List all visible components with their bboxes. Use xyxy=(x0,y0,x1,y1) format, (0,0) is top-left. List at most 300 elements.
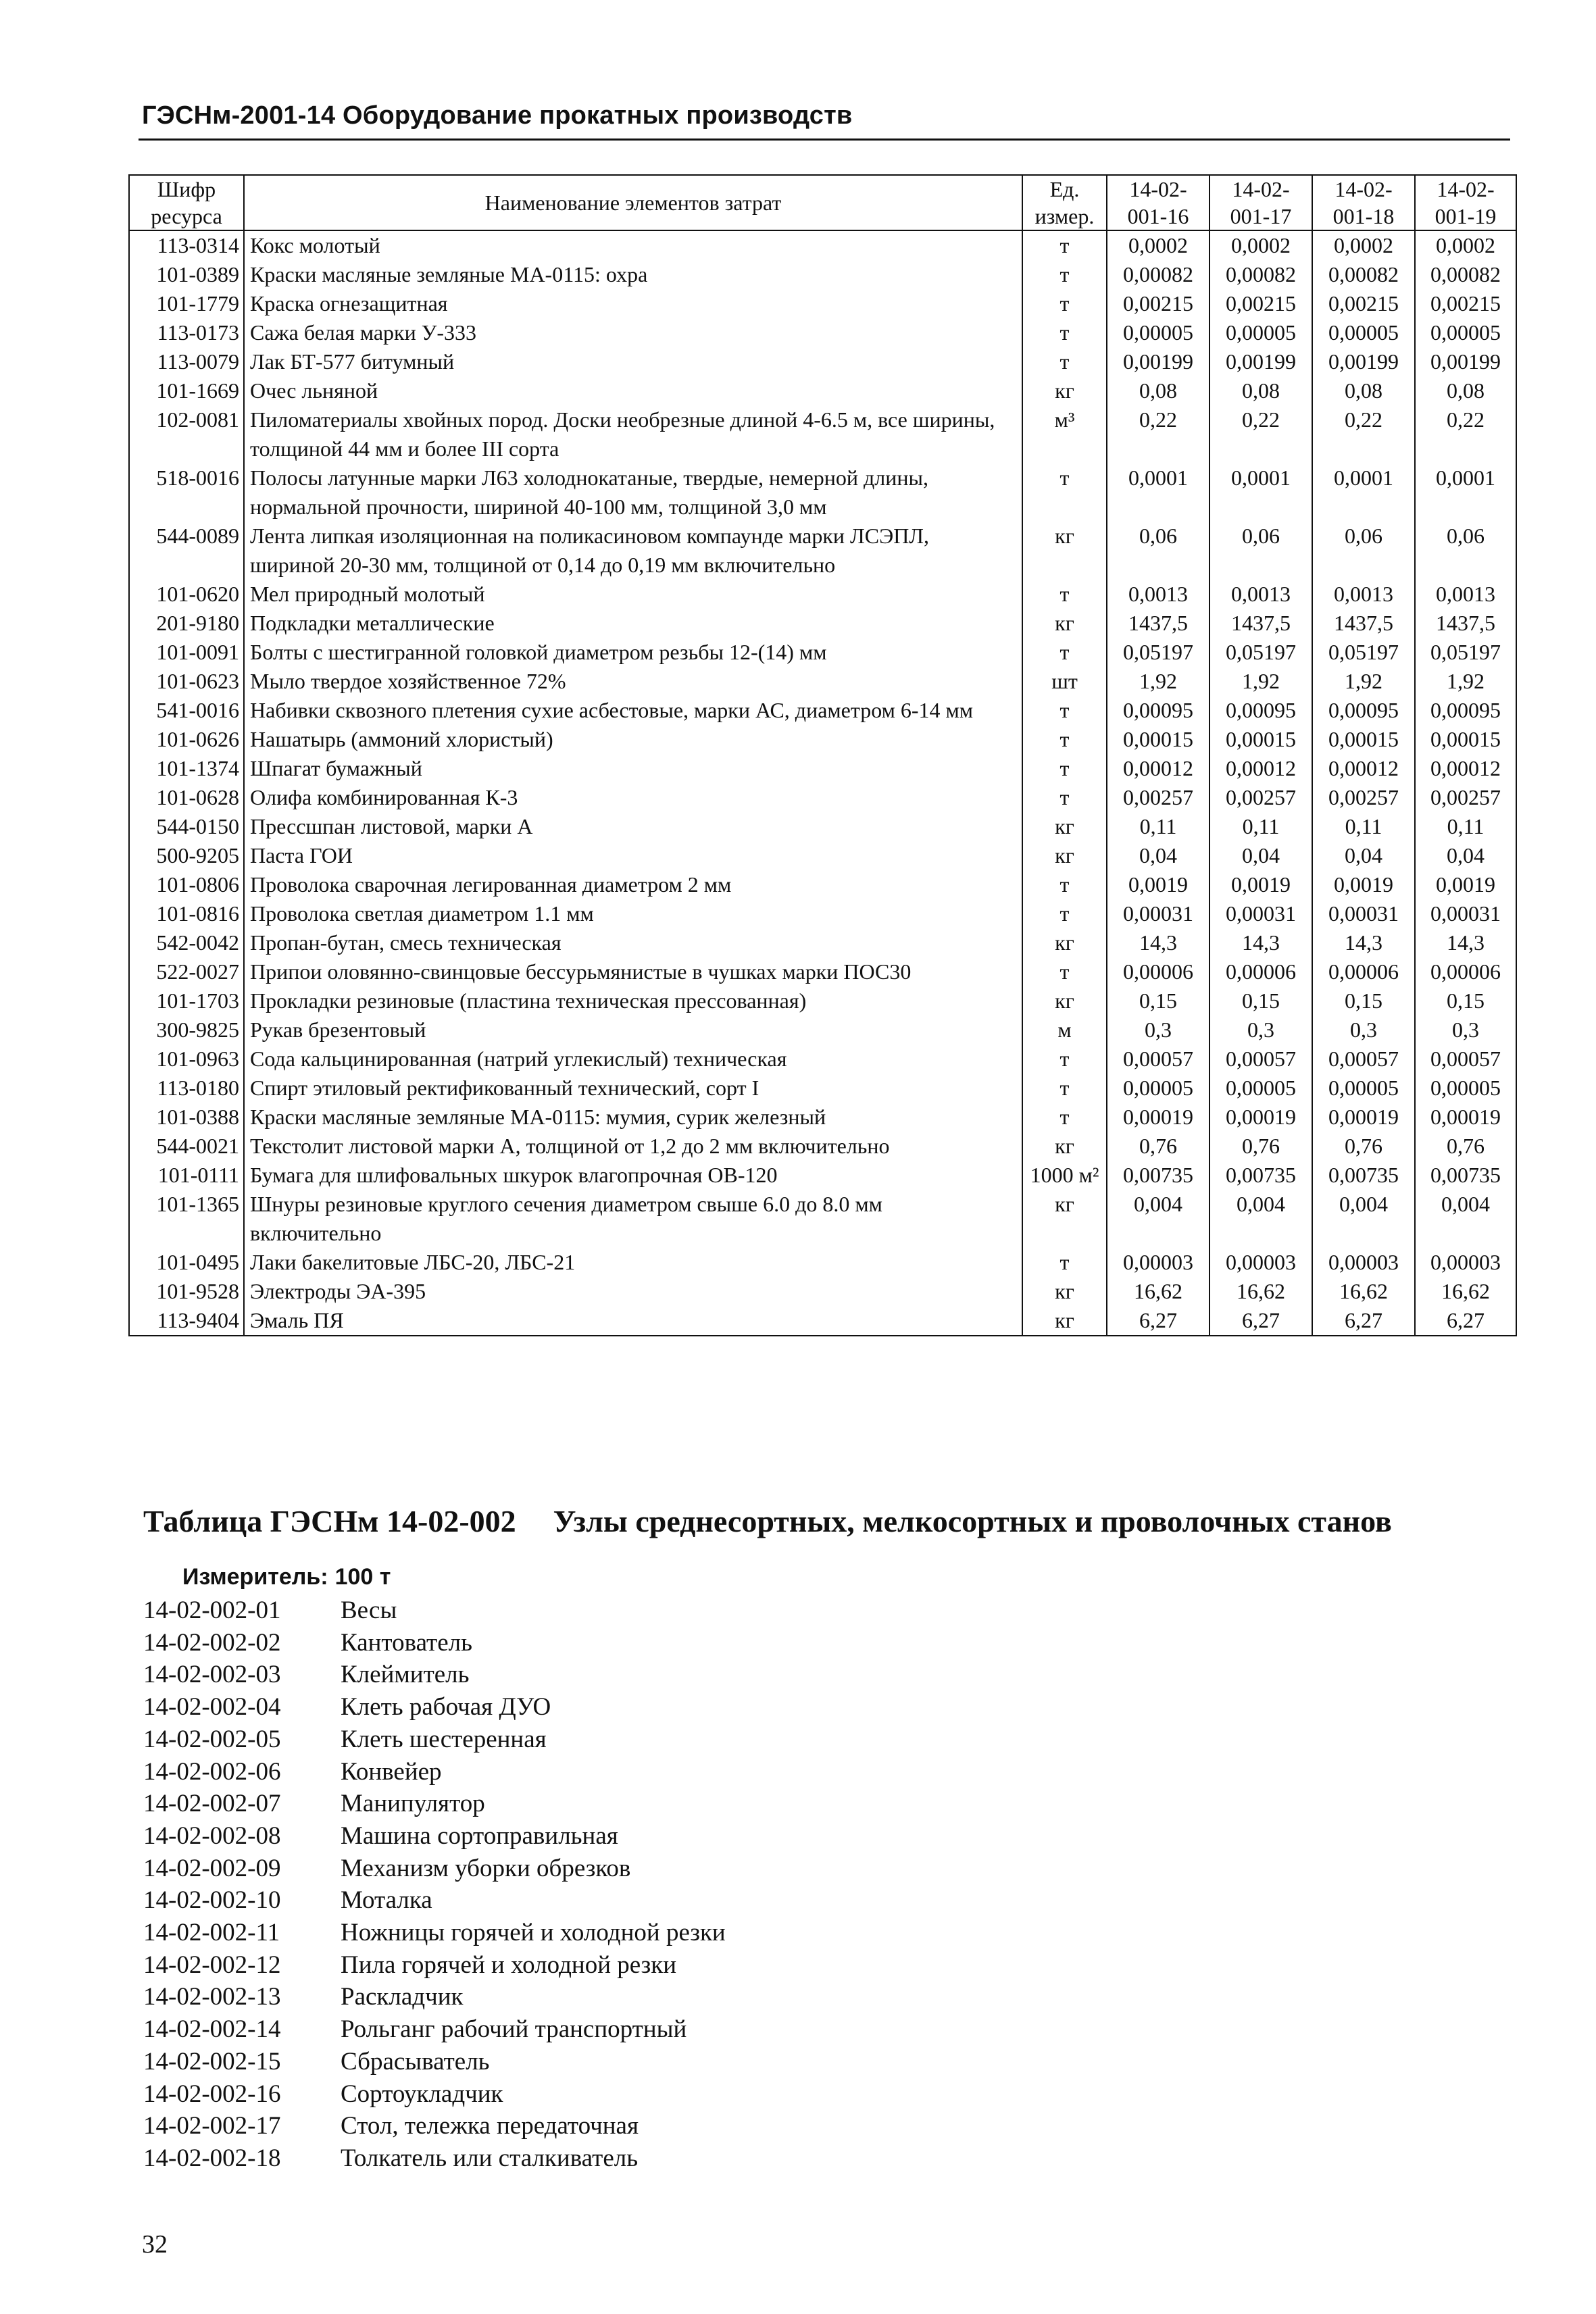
resource-code: 542-0042 xyxy=(129,928,244,957)
resource-code: 101-0620 xyxy=(129,580,244,609)
resource-unit: т xyxy=(1022,725,1107,754)
resource-unit: т xyxy=(1022,318,1107,347)
resource-value-2: 0,004 xyxy=(1210,1190,1312,1248)
resource-code: 113-0180 xyxy=(129,1074,244,1103)
resource-value-3: 0,15 xyxy=(1312,986,1415,1015)
resource-value-1: 0,00735 xyxy=(1107,1161,1210,1190)
resource-value-1: 0,00095 xyxy=(1107,696,1210,725)
resource-value-2: 0,0002 xyxy=(1210,230,1312,260)
resource-value-2: 0,11 xyxy=(1210,812,1312,841)
resource-code: 101-0626 xyxy=(129,725,244,754)
resource-value-1: 0,00005 xyxy=(1107,318,1210,347)
table-row xyxy=(129,899,1516,928)
item-code: 14-02-002-16 xyxy=(143,2080,281,2108)
item-name: Конвейер xyxy=(341,1757,442,1786)
resource-value-4: 0,22 xyxy=(1415,405,1516,463)
item-name: Сбрасыватель xyxy=(341,2047,490,2076)
resource-name: Рукав брезентовый xyxy=(244,1015,1022,1045)
resource-name: Припои оловянно-свинцовые бессурьмянистые в чушках марки ПОС30 xyxy=(244,957,1022,986)
resource-name: Краски масляные земляные МА-0115: охра xyxy=(244,260,1022,289)
resource-name: Кокс молотый xyxy=(244,230,1022,260)
resource-value-2: 1437,5 xyxy=(1210,609,1312,638)
section-title-text: Узлы среднесортных, мелкосортных и проволочных станов xyxy=(553,1504,1392,1538)
resource-value-2: 0,05197 xyxy=(1210,638,1312,667)
resource-unit: кг xyxy=(1022,841,1107,870)
resource-value-4: 0,00057 xyxy=(1415,1045,1516,1074)
resource-value-3: 0,00006 xyxy=(1312,957,1415,986)
resource-value-4: 0,00015 xyxy=(1415,725,1516,754)
resource-value-1: 1,92 xyxy=(1107,667,1210,696)
resource-value-2: 0,00257 xyxy=(1210,783,1312,812)
resource-value-2: 0,00006 xyxy=(1210,957,1312,986)
resource-code: 113-0173 xyxy=(129,318,244,347)
resource-value-4: 1,92 xyxy=(1415,667,1516,696)
resource-code: 113-0314 xyxy=(129,230,244,260)
table-row xyxy=(129,638,1516,667)
resource-code: 102-0081 xyxy=(129,405,244,463)
list-item xyxy=(143,1949,726,1982)
table-row xyxy=(129,230,1516,260)
table-row xyxy=(129,1190,1516,1248)
table-row xyxy=(129,260,1516,289)
resource-value-2: 0,3 xyxy=(1210,1015,1312,1045)
resource-code: 101-1703 xyxy=(129,986,244,1015)
header-col-2: 14-02-001-17 xyxy=(1210,175,1312,230)
resource-value-4: 0,00735 xyxy=(1415,1161,1516,1190)
item-code: 14-02-002-15 xyxy=(143,2047,281,2076)
resource-value-2: 0,00005 xyxy=(1210,1074,1312,1103)
resource-value-1: 0,3 xyxy=(1107,1015,1210,1045)
resource-value-4: 0,04 xyxy=(1415,841,1516,870)
resource-unit: кг xyxy=(1022,812,1107,841)
resource-unit: т xyxy=(1022,1103,1107,1132)
table-row xyxy=(129,841,1516,870)
resource-value-1: 0,0002 xyxy=(1107,230,1210,260)
resource-code: 101-0623 xyxy=(129,667,244,696)
resource-name: Подкладки металлические xyxy=(244,609,1022,638)
resource-value-1: 0,00006 xyxy=(1107,957,1210,986)
table-row xyxy=(129,609,1516,638)
resource-value-1: 0,08 xyxy=(1107,376,1210,405)
table-row xyxy=(129,289,1516,318)
resource-name: Краска огнезащитная xyxy=(244,289,1022,318)
resource-unit: м xyxy=(1022,1015,1107,1045)
resource-value-3: 0,00031 xyxy=(1312,899,1415,928)
item-code: 14-02-002-09 xyxy=(143,1854,281,1882)
list-item xyxy=(143,1820,726,1853)
resource-unit: т xyxy=(1022,783,1107,812)
resource-value-2: 0,00003 xyxy=(1210,1248,1312,1277)
resource-value-4: 1437,5 xyxy=(1415,609,1516,638)
list-item xyxy=(143,1917,726,1949)
table-row xyxy=(129,405,1516,463)
resource-code: 101-9528 xyxy=(129,1277,244,1306)
resource-value-3: 0,76 xyxy=(1312,1132,1415,1161)
resource-code: 544-0150 xyxy=(129,812,244,841)
resource-unit: 1000 м² xyxy=(1022,1161,1107,1190)
resource-value-4: 0,3 xyxy=(1415,1015,1516,1045)
list-item xyxy=(143,1627,726,1659)
resource-value-1: 0,0019 xyxy=(1107,870,1210,899)
list-item xyxy=(143,1724,726,1756)
table-row xyxy=(129,1103,1516,1132)
resource-value-4: 6,27 xyxy=(1415,1306,1516,1336)
resource-value-4: 0,00215 xyxy=(1415,289,1516,318)
table-row xyxy=(129,986,1516,1015)
table-row xyxy=(129,1306,1516,1336)
item-code: 14-02-002-03 xyxy=(143,1661,281,1689)
resource-table xyxy=(128,174,1517,1336)
list-item xyxy=(143,1884,726,1917)
item-name: Механизм уборки обрезков xyxy=(341,1854,631,1882)
resource-value-3: 0,00005 xyxy=(1312,318,1415,347)
table-row xyxy=(129,463,1516,522)
resource-unit: т xyxy=(1022,696,1107,725)
resource-unit: кг xyxy=(1022,1306,1107,1336)
item-code: 14-02-002-14 xyxy=(143,2015,281,2044)
resource-value-1: 0,00003 xyxy=(1107,1248,1210,1277)
item-name: Моталка xyxy=(341,1886,432,1915)
table-row xyxy=(129,667,1516,696)
resource-name: Краски масляные земляные МА-0115: мумия, сурик железный xyxy=(244,1103,1022,1132)
resource-value-4: 14,3 xyxy=(1415,928,1516,957)
resource-value-4: 0,00257 xyxy=(1415,783,1516,812)
resource-value-1: 0,04 xyxy=(1107,841,1210,870)
resource-value-3: 0,00003 xyxy=(1312,1248,1415,1277)
header-rule xyxy=(139,139,1510,141)
resource-value-4: 0,00031 xyxy=(1415,899,1516,928)
item-code: 14-02-002-18 xyxy=(143,2144,281,2172)
resource-value-4: 0,00082 xyxy=(1415,260,1516,289)
resource-value-2: 0,00215 xyxy=(1210,289,1312,318)
resource-unit: т xyxy=(1022,1045,1107,1074)
resource-value-1: 1437,5 xyxy=(1107,609,1210,638)
resource-value-2: 0,00082 xyxy=(1210,260,1312,289)
resource-value-3: 0,00095 xyxy=(1312,696,1415,725)
resource-code: 522-0027 xyxy=(129,957,244,986)
resource-value-1: 0,00031 xyxy=(1107,899,1210,928)
resource-name: Лента липкая изоляционная на поликасиновом компаунде марки ЛСЭПЛ, шириной 20-30 мм, толщиной от 0,14 до 0,19 мм включительно xyxy=(244,522,1022,580)
item-name: Пила горячей и холодной резки xyxy=(341,1951,677,1979)
resource-code: 101-0816 xyxy=(129,899,244,928)
resource-code: 300-9825 xyxy=(129,1015,244,1045)
resource-name: Пропан-бутан, смесь техническая xyxy=(244,928,1022,957)
page-number: 32 xyxy=(142,2230,168,2259)
resource-value-3: 0,00257 xyxy=(1312,783,1415,812)
resource-name: Бумага для шлифовальных шкурок влагопрочная ОВ-120 xyxy=(244,1161,1022,1190)
resource-value-3: 0,00015 xyxy=(1312,725,1415,754)
table-row xyxy=(129,522,1516,580)
resource-value-1: 0,00019 xyxy=(1107,1103,1210,1132)
resource-value-4: 0,004 xyxy=(1415,1190,1516,1248)
resource-code: 101-0495 xyxy=(129,1248,244,1277)
resource-value-2: 0,00199 xyxy=(1210,347,1312,376)
table-row xyxy=(129,783,1516,812)
resource-value-3: 16,62 xyxy=(1312,1277,1415,1306)
header-name: Наименование элементов затрат xyxy=(244,175,1022,230)
resource-name: Прессшпан листовой, марки А xyxy=(244,812,1022,841)
resource-code: 101-1374 xyxy=(129,754,244,783)
resource-code: 201-9180 xyxy=(129,609,244,638)
resource-value-1: 0,00215 xyxy=(1107,289,1210,318)
resource-value-4: 0,0013 xyxy=(1415,580,1516,609)
resource-code: 101-0388 xyxy=(129,1103,244,1132)
resource-unit: кг xyxy=(1022,522,1107,580)
items-list xyxy=(143,1594,726,2175)
table-row xyxy=(129,754,1516,783)
resource-name: Спирт этиловый ректификованный технический, сорт I xyxy=(244,1074,1022,1103)
list-item xyxy=(143,1788,726,1820)
resource-value-2: 0,00015 xyxy=(1210,725,1312,754)
resource-unit: кг xyxy=(1022,1190,1107,1248)
resource-code: 544-0021 xyxy=(129,1132,244,1161)
resource-value-1: 16,62 xyxy=(1107,1277,1210,1306)
resource-value-2: 0,06 xyxy=(1210,522,1312,580)
table-body xyxy=(129,230,1516,1336)
header-col-1: 14-02-001-16 xyxy=(1107,175,1210,230)
header-col-3: 14-02-001-18 xyxy=(1312,175,1415,230)
resource-value-3: 0,11 xyxy=(1312,812,1415,841)
resource-value-4: 0,0002 xyxy=(1415,230,1516,260)
resource-value-1: 0,00082 xyxy=(1107,260,1210,289)
resource-value-4: 0,76 xyxy=(1415,1132,1516,1161)
resource-value-4: 0,05197 xyxy=(1415,638,1516,667)
resource-value-4: 0,00003 xyxy=(1415,1248,1516,1277)
table-row xyxy=(129,870,1516,899)
resource-value-4: 0,00005 xyxy=(1415,1074,1516,1103)
item-code: 14-02-002-10 xyxy=(143,1886,281,1915)
resource-code: 101-0628 xyxy=(129,783,244,812)
list-item xyxy=(143,2078,726,2111)
resource-value-1: 0,0001 xyxy=(1107,463,1210,522)
resource-value-4: 0,00012 xyxy=(1415,754,1516,783)
table-row xyxy=(129,1074,1516,1103)
resource-unit: т xyxy=(1022,957,1107,986)
resource-value-1: 6,27 xyxy=(1107,1306,1210,1336)
resource-name: Болты с шестигранной головкой диаметром резьбы 12-(14) мм xyxy=(244,638,1022,667)
resource-value-4: 0,00019 xyxy=(1415,1103,1516,1132)
resource-value-2: 0,00095 xyxy=(1210,696,1312,725)
resource-value-2: 0,00735 xyxy=(1210,1161,1312,1190)
resource-value-2: 1,92 xyxy=(1210,667,1312,696)
item-code: 14-02-002-07 xyxy=(143,1790,281,1818)
resource-value-3: 6,27 xyxy=(1312,1306,1415,1336)
resource-value-4: 0,08 xyxy=(1415,376,1516,405)
resource-value-3: 1437,5 xyxy=(1312,609,1415,638)
table-row xyxy=(129,957,1516,986)
resource-value-3: 0,06 xyxy=(1312,522,1415,580)
resource-name: Проволока сварочная легированная диаметром 2 мм xyxy=(244,870,1022,899)
resource-code: 113-9404 xyxy=(129,1306,244,1336)
item-name: Клеймитель xyxy=(341,1661,470,1689)
item-name: Весы xyxy=(341,1596,397,1624)
resource-value-2: 14,3 xyxy=(1210,928,1312,957)
resource-value-1: 0,00012 xyxy=(1107,754,1210,783)
item-code: 14-02-002-06 xyxy=(143,1757,281,1786)
resource-value-3: 0,0019 xyxy=(1312,870,1415,899)
list-item xyxy=(143,1853,726,1885)
resource-value-4: 0,00006 xyxy=(1415,957,1516,986)
resource-value-1: 0,06 xyxy=(1107,522,1210,580)
resource-value-2: 0,00057 xyxy=(1210,1045,1312,1074)
list-item xyxy=(143,1659,726,1691)
resource-unit: м³ xyxy=(1022,405,1107,463)
item-code: 14-02-002-11 xyxy=(143,1919,280,1947)
header-code: Шифр ресурса xyxy=(129,175,244,230)
table-row xyxy=(129,725,1516,754)
header-col-4: 14-02-001-19 xyxy=(1415,175,1516,230)
resource-value-3: 0,00215 xyxy=(1312,289,1415,318)
resource-code: 101-0963 xyxy=(129,1045,244,1074)
item-code: 14-02-002-17 xyxy=(143,2112,281,2140)
resource-unit: т xyxy=(1022,260,1107,289)
resource-code: 101-0806 xyxy=(129,870,244,899)
item-name: Толкатель или сталкиватель xyxy=(341,2144,639,2172)
resource-name: Текстолит листовой марки А, толщиной от 1,2 до 2 мм включительно xyxy=(244,1132,1022,1161)
resource-code: 541-0016 xyxy=(129,696,244,725)
section-title xyxy=(143,1503,1392,1539)
resource-value-2: 0,00005 xyxy=(1210,318,1312,347)
resource-value-2: 0,22 xyxy=(1210,405,1312,463)
resource-name: Паста ГОИ xyxy=(244,841,1022,870)
resource-value-1: 0,00199 xyxy=(1107,347,1210,376)
resource-value-4: 0,11 xyxy=(1415,812,1516,841)
resource-value-2: 0,00012 xyxy=(1210,754,1312,783)
item-name: Ножницы горячей и холодной резки xyxy=(341,1919,726,1947)
resource-unit: кг xyxy=(1022,609,1107,638)
resource-value-3: 0,04 xyxy=(1312,841,1415,870)
table-row xyxy=(129,580,1516,609)
resource-value-1: 0,11 xyxy=(1107,812,1210,841)
resource-value-3: 0,00019 xyxy=(1312,1103,1415,1132)
resource-value-2: 6,27 xyxy=(1210,1306,1312,1336)
resource-name: Эмаль ПЯ xyxy=(244,1306,1022,1336)
table-row xyxy=(129,1248,1516,1277)
resource-value-3: 0,00057 xyxy=(1312,1045,1415,1074)
item-name: Раскладчик xyxy=(341,1983,464,2011)
resource-code: 101-0389 xyxy=(129,260,244,289)
page-header-title: ГЭСНм-2001-14 Оборудование прокатных производств xyxy=(142,101,853,130)
item-code: 14-02-002-05 xyxy=(143,1725,281,1753)
resource-code: 518-0016 xyxy=(129,463,244,522)
resource-unit: т xyxy=(1022,870,1107,899)
table-row xyxy=(129,1045,1516,1074)
resource-unit: т xyxy=(1022,754,1107,783)
resource-name: Набивки сквозного плетения сухие асбестовые, марки АС, диаметром 6-14 мм xyxy=(244,696,1022,725)
resource-value-4: 0,0019 xyxy=(1415,870,1516,899)
resource-value-3: 0,3 xyxy=(1312,1015,1415,1045)
item-name: Клеть шестеренная xyxy=(341,1725,547,1753)
resource-value-3: 1,92 xyxy=(1312,667,1415,696)
resource-unit: т xyxy=(1022,1074,1107,1103)
resource-value-2: 0,76 xyxy=(1210,1132,1312,1161)
resource-unit: шт xyxy=(1022,667,1107,696)
resource-value-1: 0,05197 xyxy=(1107,638,1210,667)
resource-code: 101-0111 xyxy=(129,1161,244,1190)
resource-name: Нашатырь (аммоний хлористый) xyxy=(244,725,1022,754)
resource-value-1: 0,76 xyxy=(1107,1132,1210,1161)
resource-unit: т xyxy=(1022,289,1107,318)
resource-value-3: 0,004 xyxy=(1312,1190,1415,1248)
resource-unit: кг xyxy=(1022,1277,1107,1306)
measure-label: Измеритель: xyxy=(182,1564,328,1590)
resource-value-1: 0,0013 xyxy=(1107,580,1210,609)
resource-unit: кг xyxy=(1022,986,1107,1015)
resource-value-4: 0,15 xyxy=(1415,986,1516,1015)
resource-value-2: 0,08 xyxy=(1210,376,1312,405)
resource-value-4: 0,0001 xyxy=(1415,463,1516,522)
resource-unit: т xyxy=(1022,638,1107,667)
item-code: 14-02-002-02 xyxy=(143,1628,281,1657)
resource-name: Лак БТ-577 битумный xyxy=(244,347,1022,376)
item-code: 14-02-002-04 xyxy=(143,1693,281,1721)
resource-name: Прокладки резиновые (пластина техническая прессованная) xyxy=(244,986,1022,1015)
resource-value-2: 0,0013 xyxy=(1210,580,1312,609)
resource-value-3: 0,00082 xyxy=(1312,260,1415,289)
resource-value-3: 14,3 xyxy=(1312,928,1415,957)
table-header-row xyxy=(129,175,1516,230)
resource-value-1: 0,22 xyxy=(1107,405,1210,463)
item-name: Клеть рабочая ДУО xyxy=(341,1693,551,1721)
list-item xyxy=(143,2110,726,2142)
item-name: Кантователь xyxy=(341,1628,472,1657)
resource-value-2: 0,04 xyxy=(1210,841,1312,870)
resource-value-2: 0,15 xyxy=(1210,986,1312,1015)
resource-value-3: 0,00199 xyxy=(1312,347,1415,376)
table-row xyxy=(129,376,1516,405)
list-item xyxy=(143,2142,726,2175)
table-row xyxy=(129,812,1516,841)
resource-value-3: 0,08 xyxy=(1312,376,1415,405)
resource-value-4: 0,06 xyxy=(1415,522,1516,580)
item-code: 14-02-002-08 xyxy=(143,1821,281,1850)
item-name: Рольганг рабочий транспортный xyxy=(341,2015,687,2044)
item-name: Стол, тележка передаточная xyxy=(341,2112,639,2140)
resource-name: Сажа белая марки У-333 xyxy=(244,318,1022,347)
table-row xyxy=(129,318,1516,347)
resource-value-4: 0,00005 xyxy=(1415,318,1516,347)
measure-value: 100 т xyxy=(334,1564,391,1590)
resource-value-2: 0,00019 xyxy=(1210,1103,1312,1132)
resource-name: Полосы латунные марки Л63 холоднокатаные, твердые, немерной длины, нормальной прочности, шириной 40-100 мм, толщиной 3,0 мм xyxy=(244,463,1022,522)
resource-name: Проволока светлая диаметром 1.1 мм xyxy=(244,899,1022,928)
resource-name: Пиломатериалы хвойных пород. Доски необрезные длиной 4-6.5 м, все ширины, толщиной 44 мм и более III сорта xyxy=(244,405,1022,463)
resource-unit: т xyxy=(1022,230,1107,260)
resource-unit: т xyxy=(1022,580,1107,609)
resource-value-3: 0,00012 xyxy=(1312,754,1415,783)
resource-value-3: 0,00005 xyxy=(1312,1074,1415,1103)
table-row xyxy=(129,1015,1516,1045)
resource-value-3: 0,0002 xyxy=(1312,230,1415,260)
header-unit: Ед. измер. xyxy=(1022,175,1107,230)
item-name: Сортоукладчик xyxy=(341,2080,503,2108)
resource-value-3: 0,00735 xyxy=(1312,1161,1415,1190)
table-row xyxy=(129,928,1516,957)
resource-unit: т xyxy=(1022,899,1107,928)
resource-value-4: 16,62 xyxy=(1415,1277,1516,1306)
list-item xyxy=(143,1756,726,1788)
resource-name: Электроды ЭА-395 xyxy=(244,1277,1022,1306)
measure-line xyxy=(182,1564,391,1590)
resource-name: Лаки бакелитовые ЛБС-20, ЛБС-21 xyxy=(244,1248,1022,1277)
resource-value-1: 14,3 xyxy=(1107,928,1210,957)
resource-code: 113-0079 xyxy=(129,347,244,376)
resource-unit: т xyxy=(1022,463,1107,522)
table-row xyxy=(129,696,1516,725)
resource-value-3: 0,22 xyxy=(1312,405,1415,463)
list-item xyxy=(143,2013,726,2046)
resource-value-1: 0,00257 xyxy=(1107,783,1210,812)
